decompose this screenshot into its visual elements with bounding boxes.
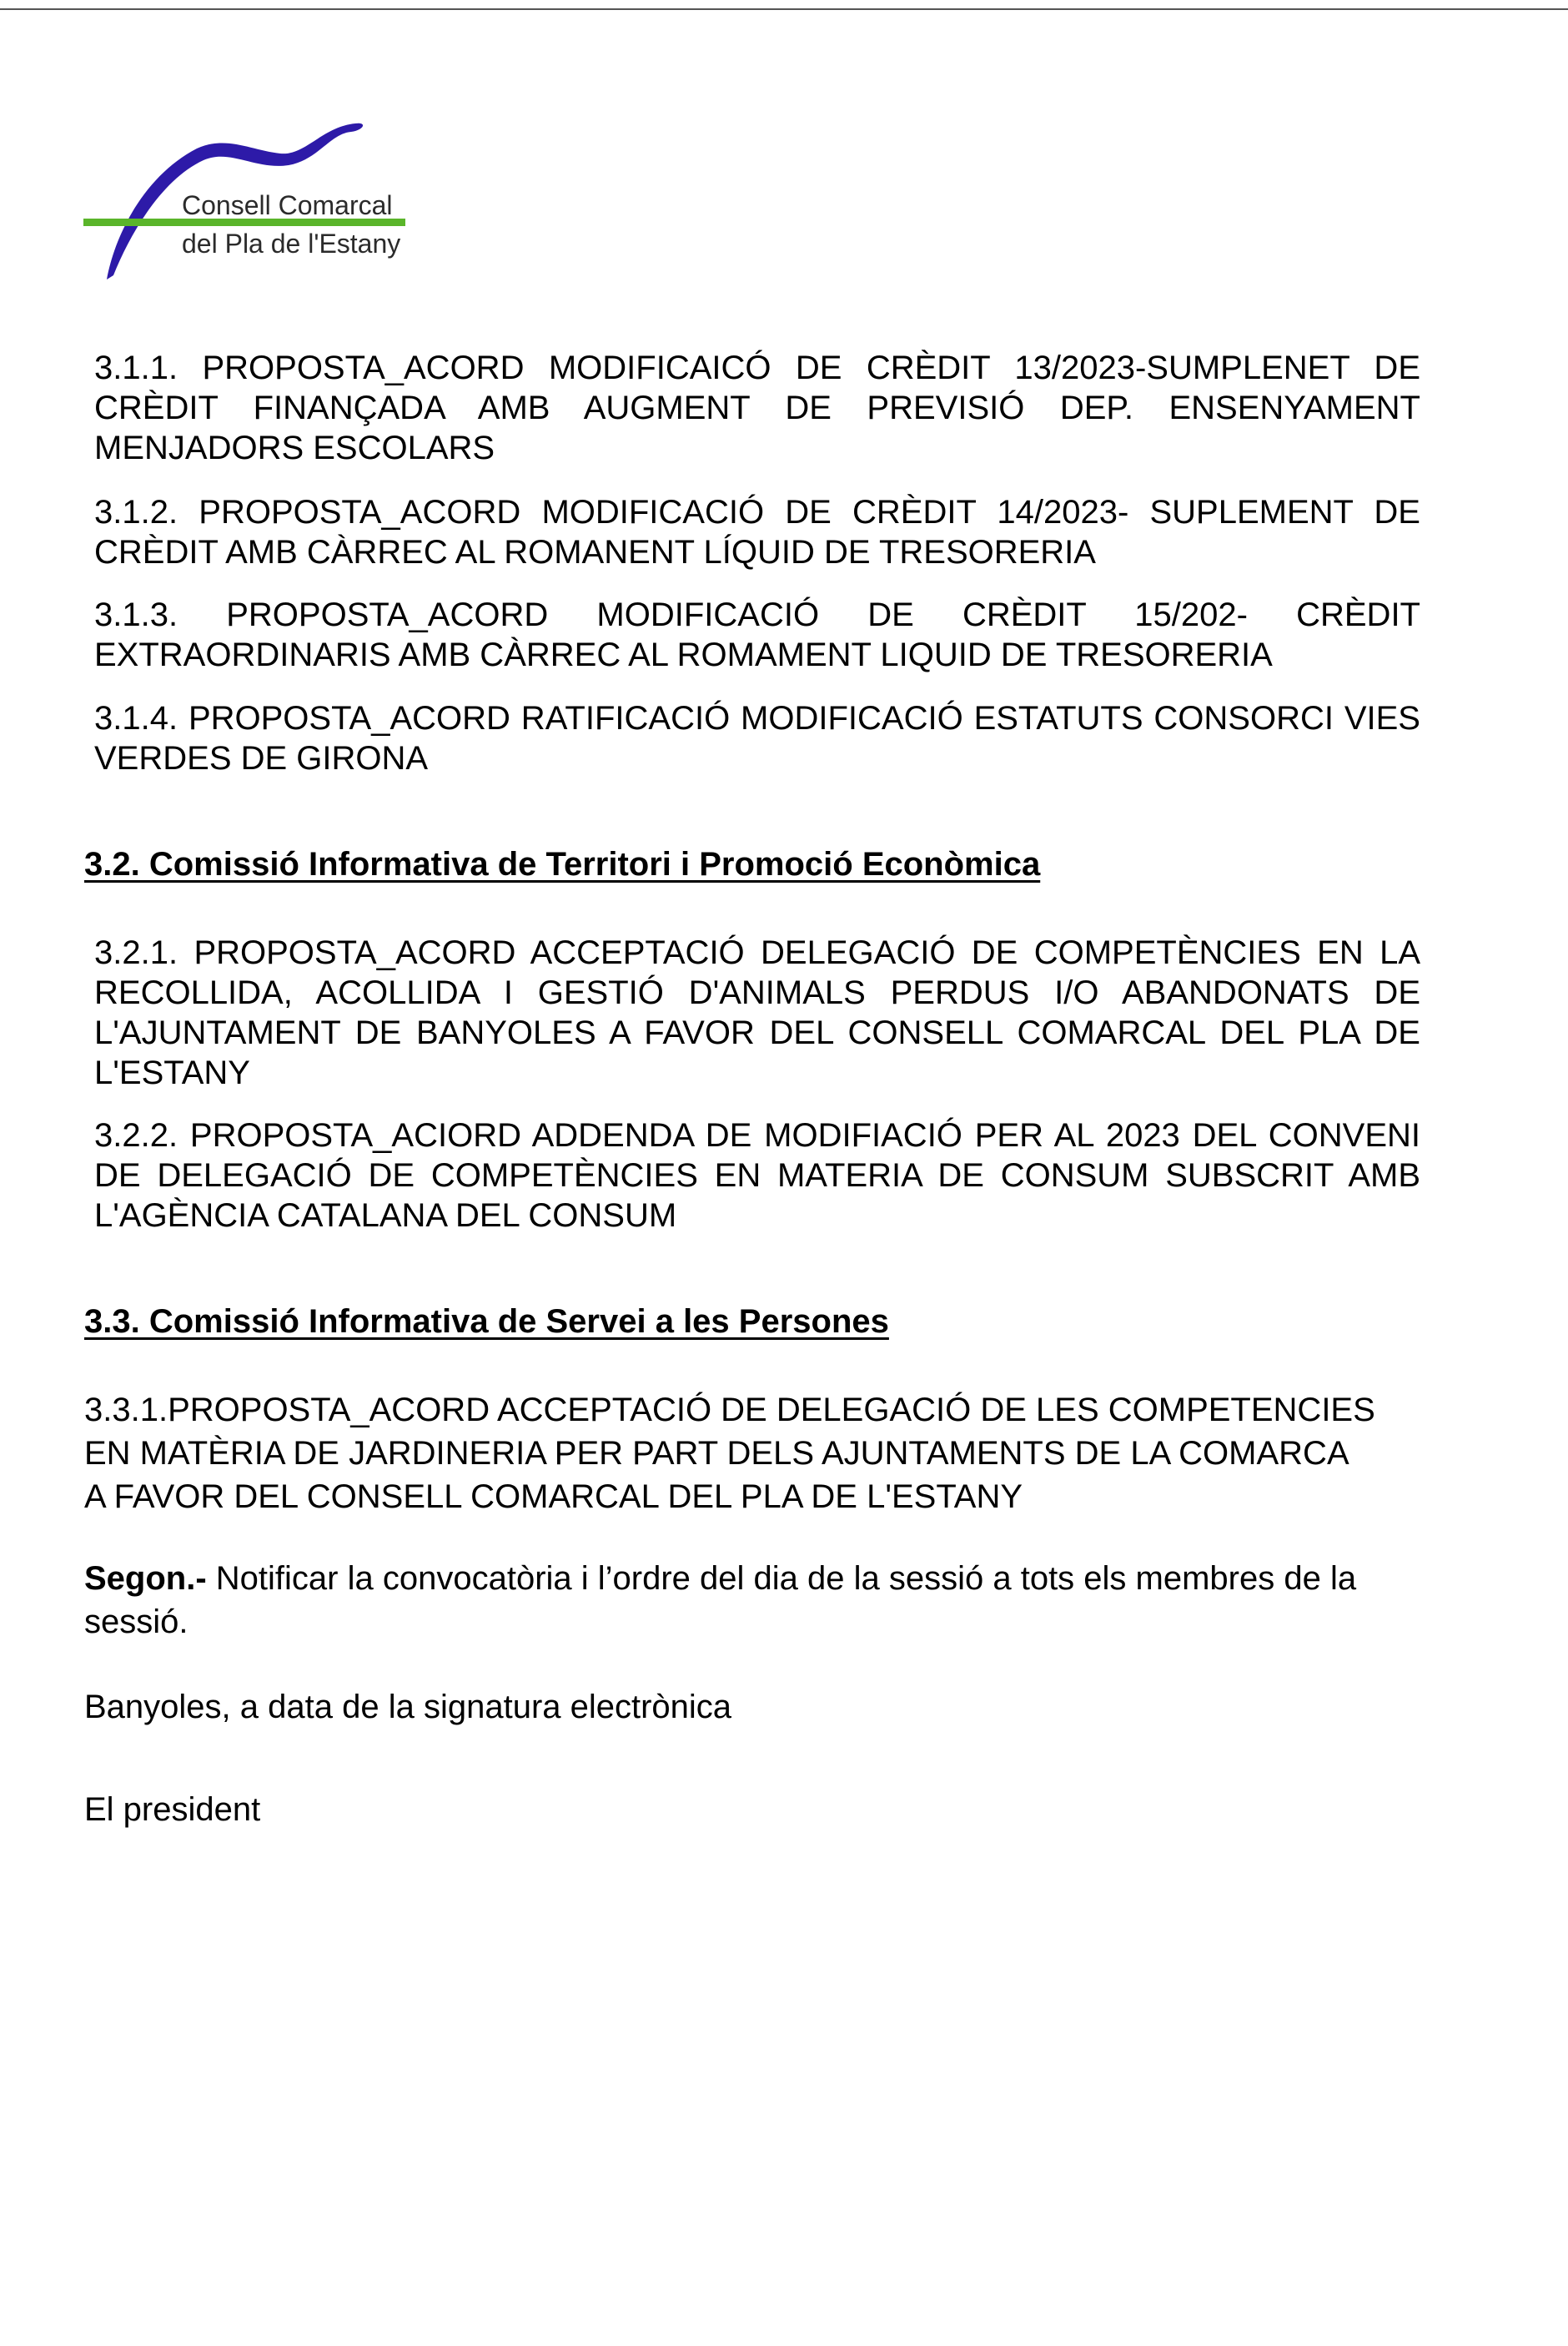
logo-line-2: del Pla de l'Estany [182,229,401,259]
segon-paragraph [84,1557,1410,1644]
section-heading-3-2: 3.2. Comissió Informativa de Territori i Promoció Econòmica [84,846,1041,883]
place-date: Banyoles, a data de la signatura electrònica [84,1689,732,1725]
top-rule [0,8,1568,10]
agenda-item-3-3-1 [84,1388,1410,1518]
agenda-item-3-1-2: 3.1.2. PROPOSTA_ACORD MODIFICACIÓ DE CRÈDIT 14/2023- SUPLEMENT DE CRÈDIT AMB CÀRREC AL ROMANENT LÍQUID DE TRESORERIA [94,494,1420,571]
section-heading-3-3: 3.3. Comissió Informativa de Servei a les Persones [84,1303,889,1340]
agenda-item-3-1-1: 3.1.1. PROPOSTA_ACORD MODIFICAICÓ DE CRÈDIT 13/2023-SUMPLENET DE CRÈDIT FINANÇADA AMB AUGMENT DE PREVISIÓ DEP. ENSENYAMENT MENJADORS ESCOLARS [94,350,1420,466]
agenda-item-3-2-2: 3.2.2. PROPOSTA_ACIORD ADDENDA DE MODIFIACIÓ PER AL 2023 DEL CONVENI DE DELEGACIÓ DE COMPETÈNCIES EN MATERIA DE CONSUM SUBSCRIT AMB L'AGÈNCIA CATALANA DEL CONSUM [94,1117,1420,1234]
signer-title: El president [84,1791,261,1828]
segon-label: Segon.- [84,1560,207,1597]
agenda-item-3-3-1-line: EN MATÈRIA DE JARDINERIA PER PART DELS AJUNTAMENTS DE LA COMARCA [84,1435,1349,1472]
segon-text: Notificar la convocatòria i l’ordre del dia de la sessió a tots els membres de la sessió. [84,1560,1357,1640]
agenda-item-3-2-1: 3.2.1. PROPOSTA_ACORD ACCEPTACIÓ DELEGACIÓ DE COMPETÈNCIES EN LA RECOLLIDA, ACOLLIDA I GESTIÓ D'ANIMALS PERDUS I/O ABANDONATS DE L'AJUNTAMENT DE BANYOLES A FAVOR DEL CONSELL COMARCAL DEL PLA DE L'ESTANY [94,934,1420,1091]
agenda-item-3-1-3: 3.1.3. PROPOSTA_ACORD MODIFICACIÓ DE CRÈDIT 15/202- CRÈDIT EXTRAORDINARIS AMB CÀRREC AL ROMAMENT LIQUID DE TRESORERIA [94,597,1420,673]
agenda-item-3-3-1-line: A FAVOR DEL CONSELL COMARCAL DEL PLA DE L'ESTANY [84,1478,1023,1515]
agenda-item-3-3-1-line: 3.3.1.PROPOSTA_ACORD ACCEPTACIÓ DE DELEGACIÓ DE LES COMPETENCIES [84,1392,1375,1428]
logo-line-1: Consell Comarcal [182,190,393,220]
consell-comarcal-logo [80,117,414,292]
agenda-item-3-1-4: 3.1.4. PROPOSTA_ACORD RATIFICACIÓ MODIFICACIÓ ESTATUTS CONSORCI VIES VERDES DE GIRONA [94,700,1420,777]
